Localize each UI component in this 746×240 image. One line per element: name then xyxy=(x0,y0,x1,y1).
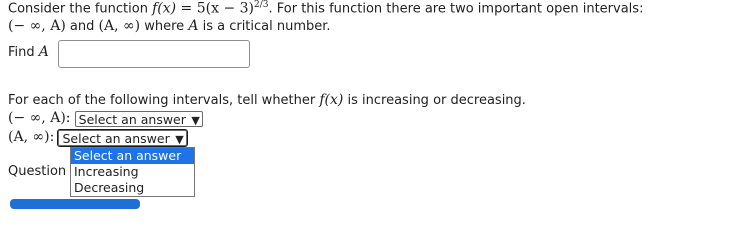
where-text: where xyxy=(140,19,189,34)
interval-b-dropdown-list xyxy=(70,147,195,197)
answer-input-A[interactable] xyxy=(58,40,250,68)
interval-row-b-label: (A, ∞): xyxy=(8,129,55,145)
interval-a-select[interactable] xyxy=(75,111,203,127)
interval-a-text: (− ∞, A) xyxy=(8,18,66,34)
dropdown-option-decreasing[interactable]: Decreasing xyxy=(74,180,145,195)
interval-b-select-value: Select an answer xyxy=(62,130,170,146)
submit-button[interactable] xyxy=(10,199,140,209)
instruction-text: For each of the following intervals, tell whether xyxy=(8,93,316,108)
dropdown-option-increasing[interactable]: Increasing xyxy=(74,164,139,179)
instruction-function: f(x) xyxy=(319,92,344,108)
instruction-line xyxy=(8,92,526,108)
critical-number-text: is a critical number. xyxy=(198,19,331,34)
interval-row-b xyxy=(8,129,187,146)
interval-row-a xyxy=(8,110,203,127)
function-exponent: 2/3 xyxy=(254,0,269,10)
function-expression: = 5(x − 3) xyxy=(176,0,255,17)
find-row xyxy=(8,44,49,60)
find-label: Find xyxy=(8,45,35,60)
interval-b-select[interactable] xyxy=(58,130,186,146)
chevron-down-icon: ▼ xyxy=(175,132,184,146)
question-label: Question xyxy=(8,164,67,179)
instruction-rest: is increasing or decreasing. xyxy=(343,93,526,108)
critical-var: A xyxy=(188,18,199,34)
intro-text: Consider the function xyxy=(8,1,148,17)
interval-b-text: (A, ∞) xyxy=(98,18,141,34)
find-var: A xyxy=(38,44,49,60)
function-name: f(x) xyxy=(152,0,177,17)
intervals-intro-text: . For this function there are two important open intervals: xyxy=(268,1,644,17)
and-text: and xyxy=(65,19,99,34)
interval-a-select-value: Select an answer xyxy=(78,111,186,127)
problem-statement-line-2 xyxy=(8,18,331,34)
interval-row-a-label: (− ∞, A): xyxy=(8,110,71,126)
dropdown-option-select[interactable]: Select an answer xyxy=(71,148,194,164)
chevron-down-icon: ▼ xyxy=(191,113,200,127)
problem-statement-line-1 xyxy=(8,0,643,16)
